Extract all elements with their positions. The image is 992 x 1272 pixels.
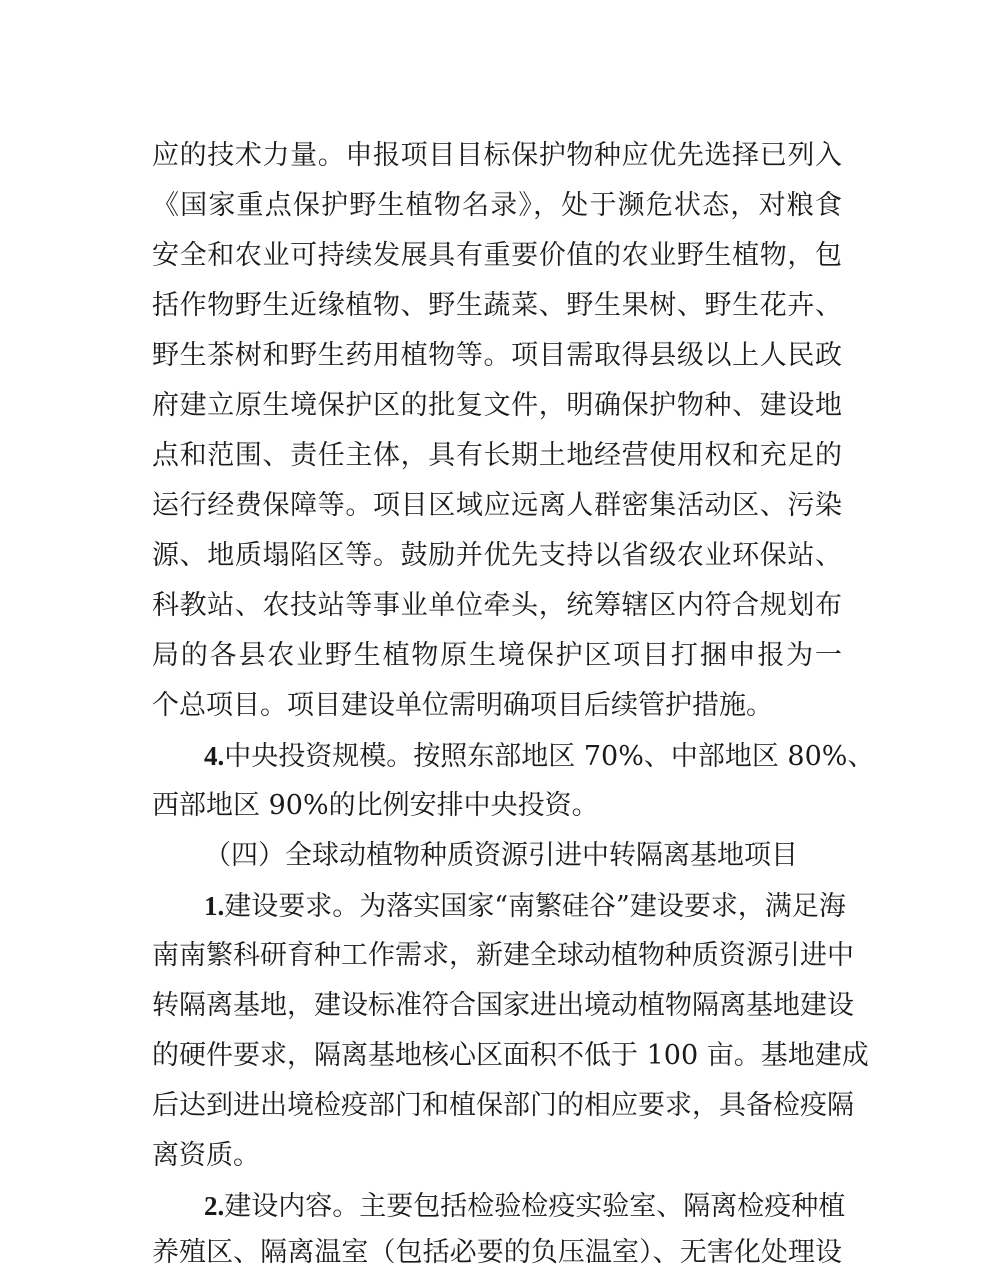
paragraph-line: 括作物野生近缘植物、野生蔬菜、野生果树、野生花卉、 (152, 290, 842, 321)
item-1-number: 1. (204, 891, 225, 921)
item-2-text: 建设内容。主要包括检验检疫实验室、隔离检疫种植 (224, 1191, 846, 1222)
item-2-first-line (204, 1189, 846, 1224)
paragraph-line: 离资质。 (152, 1140, 260, 1171)
paragraph-line: 安全和农业可持续发展具有重要价值的农业野生植物，包 (152, 240, 842, 271)
paragraph-line: 野生茶树和野生药用植物等。项目需取得县级以上人民政 (152, 340, 842, 371)
paragraph-line: 养殖区、隔离温室（包括必要的负压温室）、无害化处理设 (152, 1237, 842, 1268)
paragraph-line: 《国家重点保护野生植物名录》，处于濒危状态，对粮食 (152, 190, 842, 221)
item-1-first-line (204, 889, 846, 924)
paragraph-line: 局的各县农业野生植物原生境保护区项目打捆申报为一 (152, 640, 842, 671)
paragraph-line: 运行经费保障等。项目区域应远离人群密集活动区、污染 (152, 490, 842, 521)
paragraph-line: 后达到进出境检疫部门和植保部门的相应要求，具备检疫隔 (152, 1090, 854, 1121)
paragraph-line: 应的技术力量。申报项目目标保护物种应优先选择已列入 (152, 140, 842, 171)
item-4-text: 中央投资规模。按照东部地区 70%、中部地区 80%、 (224, 741, 875, 772)
paragraph-line: 南南繁科研育种工作需求，新建全球动植物种质资源引进中 (152, 940, 854, 971)
paragraph-line: 西部地区 90%的比例安排中央投资。 (152, 790, 599, 821)
paragraph-line: 府建立原生境保护区的批复文件，明确保护物种、建设地 (152, 390, 842, 421)
paragraph-line: 点和范围、责任主体，具有长期土地经营使用权和充足的 (152, 440, 842, 471)
paragraph-line: 转隔离基地，建设标准符合国家进出境动植物隔离基地建设 (152, 990, 854, 1021)
paragraph-line: 的硬件要求，隔离基地核心区面积不低于 100 亩。基地建成 (152, 1040, 869, 1071)
item-4-number: 4. (204, 741, 225, 771)
paragraph-line: 个总项目。项目建设单位需明确项目后续管护措施。 (152, 690, 773, 721)
item-1-text: 建设要求。为落实国家“南繁硅谷”建设要求，满足海 (224, 891, 846, 922)
paragraph-line: 科教站、农技站等事业单位牵头，统筹辖区内符合规划布 (152, 590, 842, 621)
paragraph-line: 源、地质塌陷区等。鼓励并优先支持以省级农业环保站、 (152, 540, 842, 571)
item-4-first-line (204, 739, 875, 774)
item-2-number: 2. (204, 1191, 225, 1221)
section-heading: （四）全球动植物种质资源引进中转隔离基地项目 (204, 840, 798, 871)
